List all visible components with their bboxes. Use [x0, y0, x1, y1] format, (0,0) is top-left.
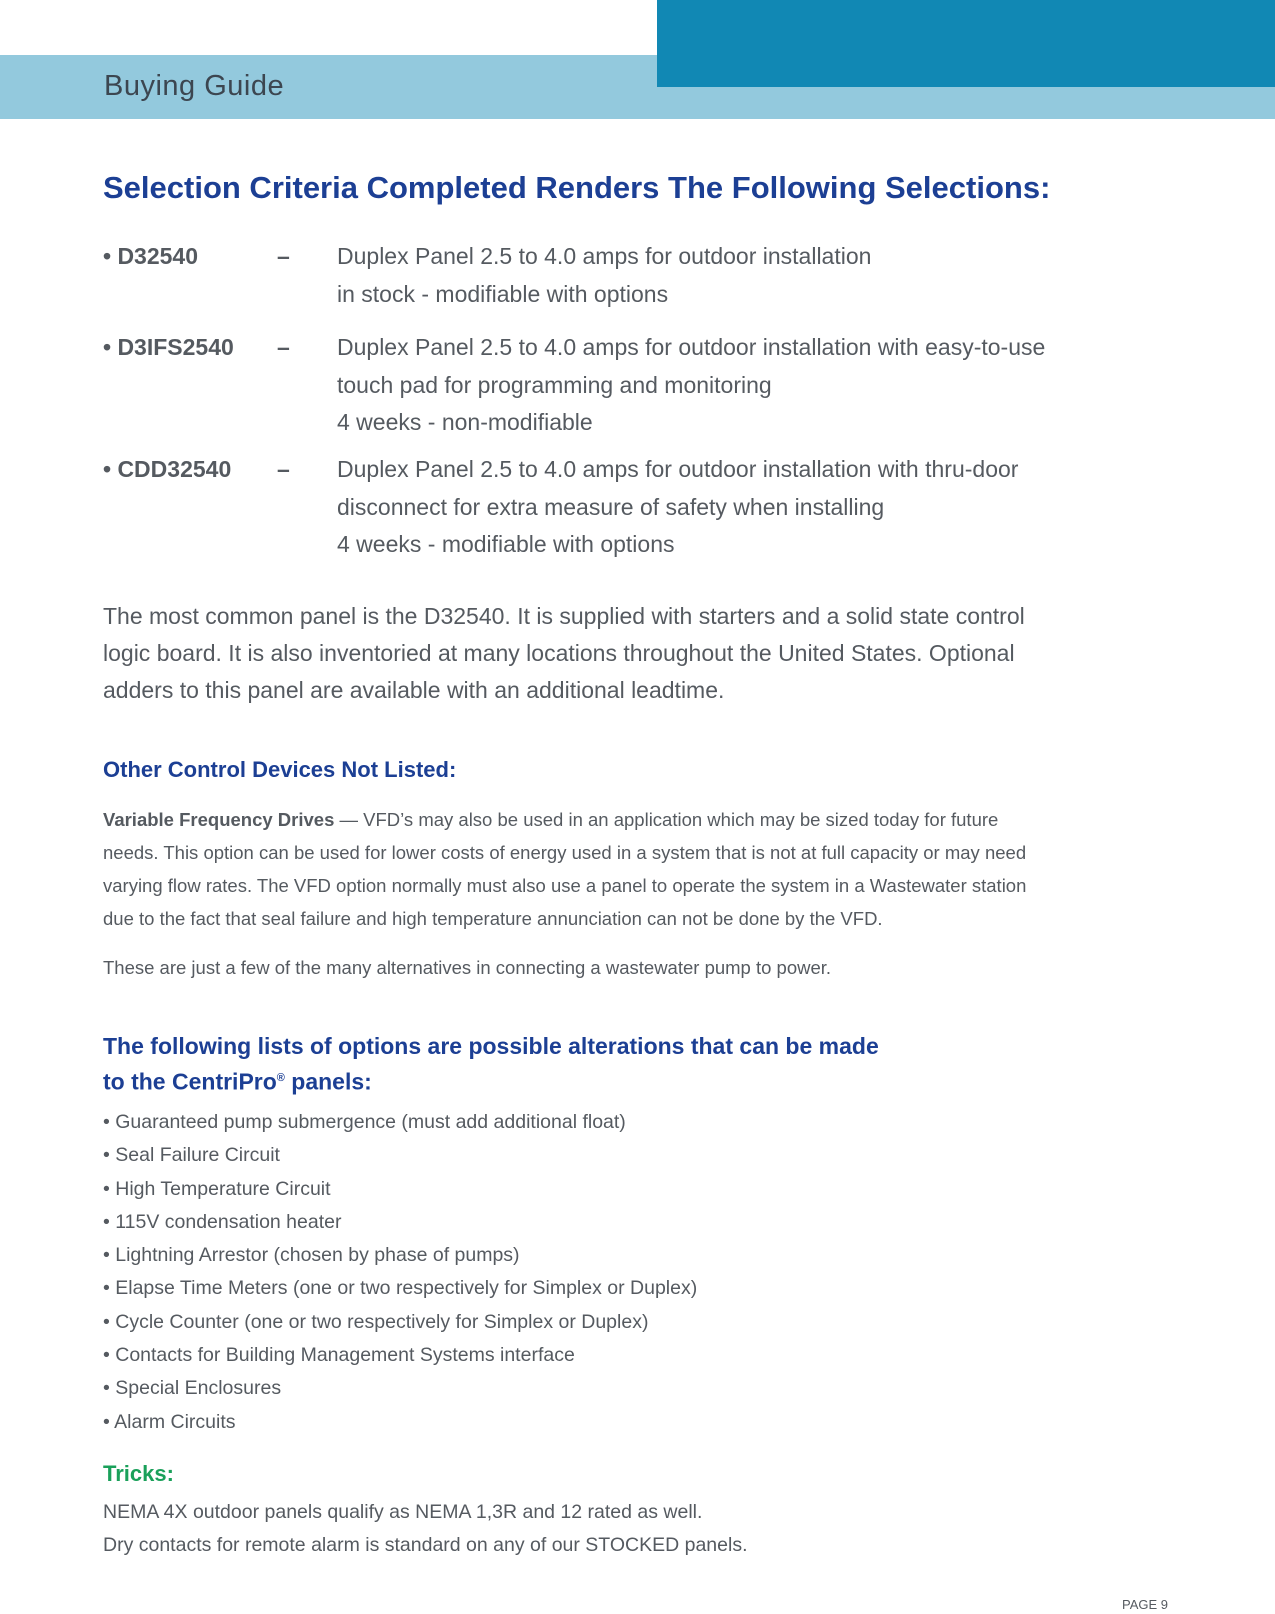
vfd-label: Variable Frequency Drives [103, 809, 335, 830]
options-heading-text: to the CentriPro [103, 1068, 277, 1095]
list-item: • 115V condensation heater [103, 1210, 342, 1233]
list-item: • Guaranteed pump submergence (must add additional float) [103, 1111, 626, 1133]
vfd-paragraph [103, 803, 1183, 935]
selection-dash: – [277, 243, 290, 269]
selection-description [337, 329, 1177, 442]
description-line: in stock - modifiable with options [337, 280, 669, 307]
tricks-line: Dry contacts for remote alarm is standard on any of our STOCKED panels. [103, 1534, 748, 1556]
tricks-heading: Tricks: [103, 1461, 174, 1486]
description-line: Duplex Panel 2.5 to 4.0 amps for outdoor installation [337, 243, 872, 269]
options-heading-text: panels: [284, 1068, 372, 1095]
options-list [103, 1106, 697, 1439]
registered-mark: ® [276, 1072, 285, 1084]
options-heading [103, 1030, 879, 1098]
paragraph-line: adders to this panel are available with an additional leadtime. [103, 677, 725, 703]
description-line: 4 weeks - non-modifiable [337, 409, 593, 435]
selection-dash: – [277, 334, 290, 360]
paragraph-line: due to the fact that seal failure and high temperature annunciation can not be done by the VFD. [103, 908, 883, 929]
description-line: Duplex Panel 2.5 to 4.0 amps for outdoor installation with thru-door [337, 456, 1019, 482]
selection-dash: – [277, 456, 290, 482]
list-item: • Contacts for Building Management Systems interface [103, 1344, 575, 1367]
list-item: • Alarm Circuits [103, 1410, 236, 1433]
paragraph-line: needs. This option can be used for lower costs of energy used in a system that is not at full capacity or may need [103, 842, 1027, 863]
paragraph-line: varying flow rates. The VFD option normally must also use a panel to operate the system in a Wastewater station [103, 875, 1027, 896]
tricks-text [103, 1496, 748, 1562]
page-heading: Selection Criteria Completed Renders The Following Selections: [103, 170, 1051, 205]
paragraph-line: The most common panel is the D32540. It is supplied with starters and a solid state control [103, 603, 1025, 629]
page-number: PAGE 9 [1122, 1597, 1169, 1612]
paragraph-line: logic board. It is also inventoried at many locations throughout the United States. Optional [103, 640, 1015, 666]
description-line: 4 weeks - modifiable with options [337, 531, 675, 557]
alternatives-note: These are just a few of the many alternatives in connecting a wastewater pump to power. [103, 957, 832, 978]
selection-code: • D3IFS2540 [103, 334, 234, 360]
vfd-first-line: — VFD’s may also be used in an application which may be sized today for future [334, 809, 999, 830]
description-line: disconnect for extra measure of safety when installing [337, 493, 885, 520]
paragraph-line [103, 803, 1183, 836]
header-accent-block [657, 0, 1275, 87]
list-item: • Seal Failure Circuit [103, 1144, 280, 1167]
header-title: Buying Guide [104, 70, 285, 102]
options-heading-line [103, 1062, 879, 1098]
description-line: touch pad for programming and monitoring [337, 371, 772, 398]
list-item: • Cycle Counter (one or two respectively for Simplex or Duplex) [103, 1310, 649, 1333]
selection-description [337, 451, 1177, 564]
list-item: • Elapse Time Meters (one or two respectively for Simplex or Duplex) [103, 1277, 698, 1300]
selection-description [337, 238, 1177, 313]
list-item: • High Temperature Circuit [103, 1177, 331, 1200]
selection-code: • D32540 [103, 243, 199, 269]
list-item: • Lightning Arrestor (chosen by phase of pumps) [103, 1244, 520, 1267]
selection-code: • CDD32540 [103, 456, 232, 482]
other-devices-heading: Other Control Devices Not Listed: [103, 757, 457, 782]
options-heading-line: The following lists of options are possible alterations that can be made [103, 1033, 879, 1059]
description-line: Duplex Panel 2.5 to 4.0 amps for outdoor installation with easy-to-use [337, 334, 1046, 360]
common-panel-paragraph [103, 598, 1183, 709]
list-item: • Special Enclosures [103, 1377, 282, 1400]
tricks-line: NEMA 4X outdoor panels qualify as NEMA 1,3R and 12 rated as well. [103, 1501, 703, 1523]
